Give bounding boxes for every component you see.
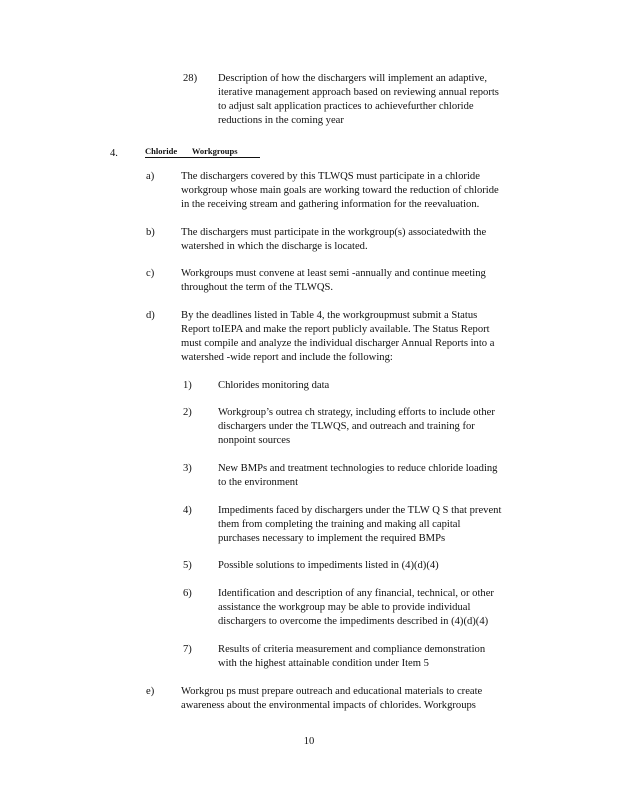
subitem-number: 4) <box>183 505 192 516</box>
text-line: purchases necessary to implement the required BMPs <box>218 533 446 544</box>
page-number: 10 <box>303 736 315 747</box>
text-line: dischargers to overcome the impediments described in (4)(d)(4) <box>218 616 489 627</box>
item-text <box>181 309 541 365</box>
subitem-text <box>218 462 538 490</box>
subitem-number: 3) <box>183 463 192 474</box>
text-line: By the deadlines listed in Table 4, the workgroupmust submit a Status <box>181 310 478 321</box>
subitem-number: 7) <box>183 644 192 655</box>
text-line: throughout the term of the TLWQS. <box>181 282 334 293</box>
text-line: Possible solutions to impediments listed in (4)(d)(4) <box>218 560 439 571</box>
item-number: b) <box>146 227 155 238</box>
item-text <box>181 170 541 212</box>
item-number: a) <box>146 171 155 182</box>
subitem-text <box>218 379 538 393</box>
text-line: must compile and analyze the individual discharger Annual Reports into a <box>181 338 495 349</box>
section-number: 4. <box>110 148 118 159</box>
item-text <box>181 226 541 254</box>
section-title: Chloride Workgroups <box>145 146 260 158</box>
text-line: to the environment <box>218 477 299 488</box>
text-line: dischargers under the TLWQS, and outreach and training for <box>218 421 475 432</box>
text-line: awareness about the environmental impacts of chlorides. Workgroups <box>181 700 476 711</box>
subitem-number: 5) <box>183 560 192 571</box>
text-line: with the highest attainable condition under Item 5 <box>218 658 429 669</box>
item-text <box>181 685 541 713</box>
text-line: them from completing the training and making all capital <box>218 519 461 530</box>
text-line: New BMPs and treatment technologies to reduce chloride loading <box>218 463 498 474</box>
item-text <box>181 267 541 295</box>
subitem-number: 6) <box>183 588 192 599</box>
text-line: watershed in which the discharge is located. <box>181 241 368 252</box>
subitem-number: 2) <box>183 407 192 418</box>
item-text <box>218 72 538 128</box>
subitem-text <box>218 643 538 671</box>
text-line: watershed -wide report and include the following: <box>181 352 393 363</box>
text-line: reductions in the coming year <box>218 115 344 126</box>
item-number: d) <box>146 310 155 321</box>
text-line: Identification and description of any financial, technical, or other <box>218 588 494 599</box>
text-line: The dischargers covered by this TLWQS must participate in a chloride <box>181 171 480 182</box>
text-line: Chlorides monitoring data <box>218 380 330 391</box>
item-number: c) <box>146 268 155 279</box>
subitem-text <box>218 504 538 546</box>
text-line: Report toIEPA and make the report publicly available. The Status Report <box>181 324 490 335</box>
text-line: Results of criteria measurement and compliance demonstration <box>218 644 486 655</box>
text-line: nonpoint sources <box>218 435 291 446</box>
text-line: Description of how the dischargers will implement an adaptive, <box>218 73 487 84</box>
text-line: The dischargers must participate in the workgroup(s) associatedwith the <box>181 227 487 238</box>
text-line: to adjust salt application practices to achievefurther chloride <box>218 101 474 112</box>
item-number: 28) <box>183 73 198 84</box>
text-line: Workgroups must convene at least semi -annually and continue meeting <box>181 268 486 279</box>
subitem-text <box>218 559 538 573</box>
text-line: assistance the workgroup may be able to provide individual <box>218 602 471 613</box>
subitem-text <box>218 406 538 448</box>
item-number: e) <box>146 686 155 697</box>
text-line: in the receiving stream and gathering information for the reevaluation. <box>181 199 480 210</box>
text-line: iterative management approach based on reviewing annual reports <box>218 87 499 98</box>
text-line: Impediments faced by dischargers under the TLW Q S that prevent <box>218 505 502 516</box>
text-line: Workgroup’s outrea ch strategy, including efforts to include other <box>218 407 495 418</box>
text-line: workgroup whose main goals are working toward the reduction of chloride <box>181 185 499 196</box>
text-line: Workgrou ps must prepare outreach and educational materials to create <box>181 686 483 697</box>
subitem-number: 1) <box>183 380 192 391</box>
subitem-text <box>218 587 538 629</box>
